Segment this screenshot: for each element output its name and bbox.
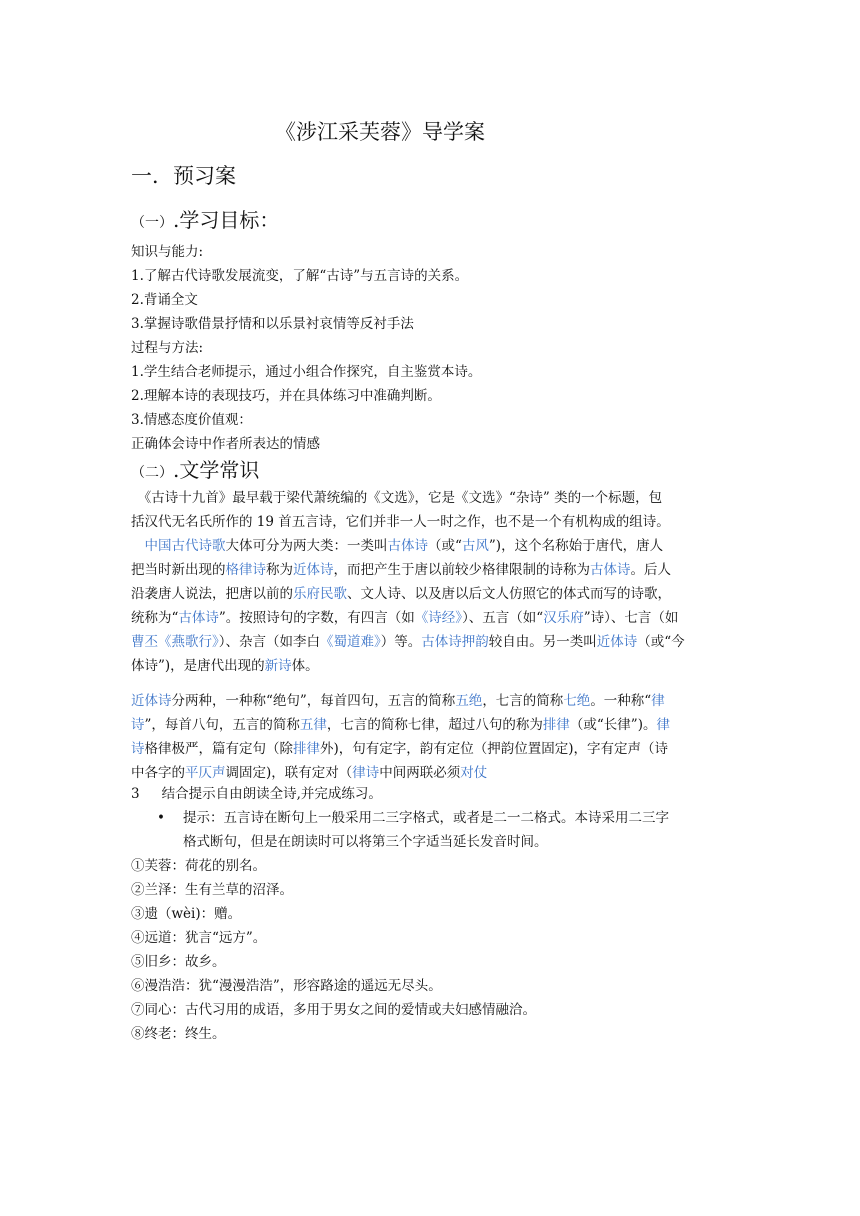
knowledge-heading-prefix: （二） — [131, 465, 173, 481]
note-item: ⑦同心：古代习用的成语，多用于男女之间的爱情或夫妇感情融洽。 — [131, 1002, 536, 1018]
term-link[interactable]: 律诗 — [352, 765, 380, 781]
section-heading-preview: 一．预习案 — [131, 164, 236, 188]
paragraph-nineteen-poems — [131, 486, 731, 534]
notes-list — [131, 854, 731, 1046]
term-link[interactable]: 律 — [651, 693, 665, 709]
task-text: 结合提示自由朗读全诗,并完成练习。 — [161, 786, 382, 802]
text-run: ）等。 — [380, 634, 422, 650]
goals-line: 2.理解本诗的表现技巧，并在具体练习中准确判断。 — [131, 388, 441, 404]
text-run: 格律极严，篇有定句（除 — [144, 741, 293, 757]
term-link[interactable]: 近体诗 — [596, 634, 638, 650]
text-run: ”)，这个名称始于唐代，唐人 — [488, 538, 664, 554]
text-run: 把当时新出现的 — [131, 562, 226, 578]
task-number: 3 — [131, 786, 140, 802]
goals-line: 3.情感态度价值观： — [131, 412, 252, 428]
term-link[interactable]: 近体诗 — [293, 562, 334, 578]
text-run: 。后人 — [630, 562, 671, 578]
task-line — [131, 782, 731, 806]
goals-line: 知识与能力: — [131, 244, 204, 260]
term-link[interactable]: 汉乐府 — [543, 610, 584, 626]
note-item: ②兰泽：生有兰草的沼泽。 — [131, 882, 293, 898]
paragraph-line — [131, 737, 731, 761]
knowledge-heading — [131, 454, 731, 483]
knowledge-heading-text: .文学常识 — [173, 458, 260, 482]
term-link[interactable]: 中国古代诗歌 — [144, 538, 226, 554]
term-link[interactable]: 排律 — [293, 741, 320, 757]
paragraph-modern-poetry — [131, 689, 731, 785]
term-link[interactable]: 乐府民歌 — [293, 586, 347, 602]
term-link[interactable]: 五绝 — [455, 693, 483, 709]
term-link[interactable]: 五律 — [299, 717, 327, 733]
text-run: ）、五言（如“ — [462, 610, 544, 626]
term-link[interactable]: 近体诗 — [131, 693, 172, 709]
text-run: （或“今 — [637, 634, 685, 650]
term-link[interactable]: 曹丕 — [131, 634, 158, 650]
term-link[interactable]: 《蜀道难》 — [320, 634, 381, 650]
text-run: （或“ — [428, 538, 462, 554]
term-link[interactable]: 《诗经》 — [414, 610, 463, 626]
goals-heading — [131, 204, 731, 233]
paragraph-line — [131, 630, 731, 654]
text-run: ”，每首八句，五言的简称 — [144, 717, 300, 733]
term-link[interactable]: 古体诗 — [590, 562, 631, 578]
bullet-icon: • — [157, 810, 165, 826]
hint-line: 格式断句，但是在朗读时可以将第三个字适当延长发音时间。 — [183, 834, 548, 850]
term-link[interactable]: 诗 — [131, 741, 145, 757]
text-run: ”诗）、七言（如 — [583, 610, 679, 626]
goals-list — [131, 240, 731, 456]
text-run: 外)，句有定字，韵有定位（押韵位置固定)，字有定声（诗 — [320, 741, 669, 757]
text-run: 、文人诗、以及唐以后文人仿照它的体式而写的诗歌， — [347, 586, 671, 602]
term-link[interactable]: 新诗 — [264, 658, 292, 674]
goals-heading-text: .学习目标： — [173, 208, 280, 232]
text-run: 中间两联必须 — [379, 765, 461, 781]
text-run — [131, 538, 145, 554]
paragraph-line — [131, 534, 731, 558]
term-link[interactable]: 对仗 — [460, 765, 488, 781]
paragraph-line — [131, 582, 731, 606]
text-run: 大体可分为两大类：一类叫 — [225, 538, 388, 554]
term-link[interactable]: 古风 — [461, 538, 489, 554]
text-run: 调固定)，联有定对（ — [225, 765, 353, 781]
text-run: ，而把产生于唐以前较少格律限制的诗称为 — [333, 562, 590, 578]
text-run: 分两种，一种称“绝句”，每首四句，五言的简称 — [171, 693, 456, 709]
term-link[interactable]: 《燕歌行》 — [158, 634, 219, 650]
text-run: 中各字的 — [131, 765, 185, 781]
note-item: ⑤旧乡：故乡。 — [131, 954, 226, 970]
goals-line: 1.学生结合老师提示，通过小组合作探究，自主鉴赏本诗。 — [131, 364, 482, 380]
text-run: ”。按照诗句的字数，有四言（如 — [218, 610, 415, 626]
text-run: 较自由。另一类叫 — [488, 634, 597, 650]
term-link[interactable]: 排律 — [542, 717, 570, 733]
paragraph-line — [131, 606, 731, 630]
text-run: 。一种称“ — [590, 693, 652, 709]
paragraph-line: 《古诗十九首》最早载于梁代萧统编的《文选》，它是《文选》“杂诗” 类的一个标题，包 — [131, 490, 663, 506]
text-run: 沿袭唐人说法，把唐以前的 — [131, 586, 293, 602]
paragraph-line — [131, 654, 731, 678]
note-item: ⑧终老：终生。 — [131, 1026, 226, 1042]
hint-block — [183, 806, 731, 854]
text-run: 体诗”)，是唐代出现的 — [131, 658, 265, 674]
text-run: ）、杂言（如李白 — [218, 634, 320, 650]
document-title: 《涉江采芙蓉》导学案 — [275, 120, 485, 144]
text-run: 统称为“ — [131, 610, 179, 626]
note-item: ③遗（wèi)：赠。 — [131, 906, 242, 922]
text-run: 称为 — [266, 562, 293, 578]
paragraph-line — [131, 689, 731, 713]
note-item: ①芙蓉：荷花的别名。 — [131, 858, 266, 874]
paragraph-poetry-types — [131, 534, 731, 678]
goals-line: 正确体会诗中作者所表达的情感 — [131, 436, 320, 452]
paragraph-line — [131, 713, 731, 737]
goals-line: 3.掌握诗歌借景抒情和以乐景衬哀情等反衬手法 — [131, 316, 414, 332]
goals-line: 1.了解古代诗歌发展流变，了解“古诗”与五言诗的关系。 — [131, 268, 469, 284]
text-run: ，七言的简称七律，超过八句的称为 — [326, 717, 543, 733]
note-item: ⑥漫浩浩：犹“漫漫浩浩”，形容路途的遥远无尽头。 — [131, 978, 442, 994]
goals-line: 2.背诵全文 — [131, 292, 198, 308]
term-link[interactable]: 格律诗 — [225, 562, 266, 578]
term-link[interactable]: 七绝 — [563, 693, 591, 709]
term-link[interactable]: 古体诗 — [387, 538, 428, 554]
term-link[interactable]: 古体诗押韵 — [421, 634, 489, 650]
text-run: 体。 — [291, 658, 319, 674]
term-link[interactable]: 诗 — [131, 717, 145, 733]
goals-heading-prefix: （一） — [131, 215, 173, 231]
goals-line: 过程与方法: — [131, 340, 204, 356]
paragraph-line — [131, 558, 731, 582]
paragraph-line: 括汉代无名氏所作的 19 首五言诗，它们并非一人一时之作，也不是一个有机构成的组诗。 — [131, 514, 670, 530]
term-link[interactable]: 古体诗 — [178, 610, 219, 626]
text-run: ，七言的简称 — [482, 693, 564, 709]
term-link[interactable]: 平仄声 — [185, 765, 226, 781]
hint-line: 提示：五言诗在断句上一般采用二三字格式，或者是二一二格式。本诗采用二三字 — [183, 810, 669, 826]
term-link[interactable]: 律 — [656, 717, 670, 733]
note-item: ④远道：犹言“远方”。 — [131, 930, 267, 946]
text-run: （或“长律”)。 — [569, 717, 657, 733]
